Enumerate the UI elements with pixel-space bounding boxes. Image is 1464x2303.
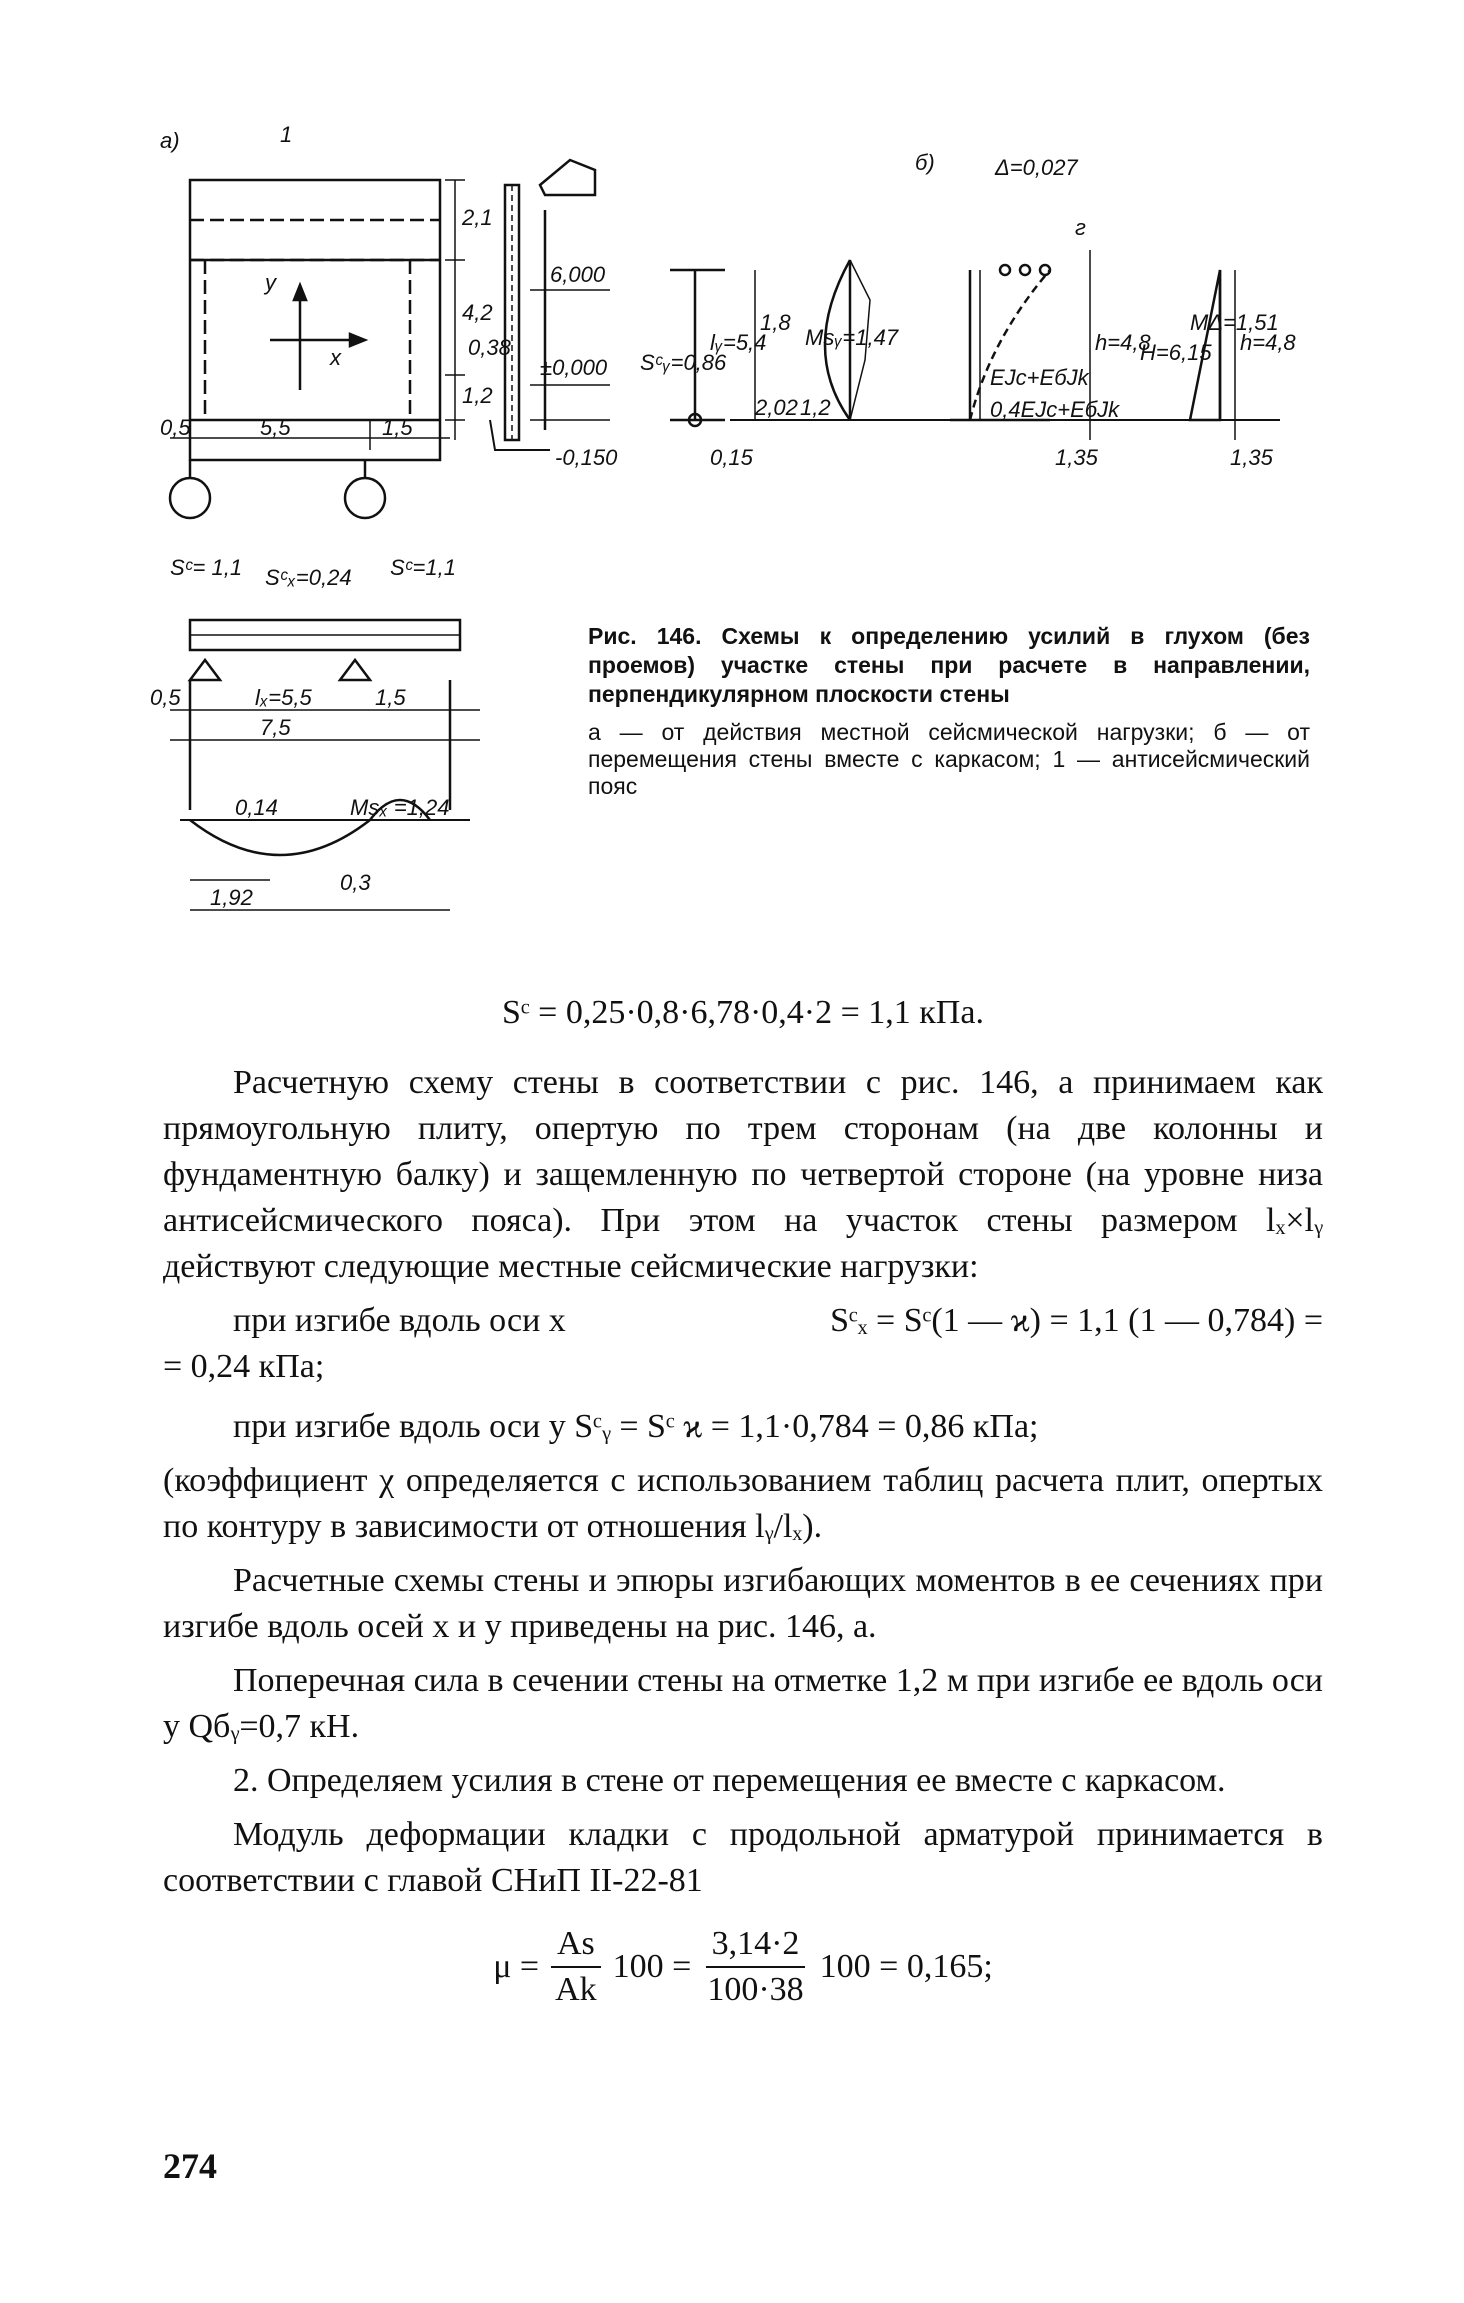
body-text [163, 990, 1323, 2012]
mu-num-2: 3,14·2 [706, 1922, 806, 1968]
dim-21: 2,1 [462, 205, 493, 230]
mu-fraction-1 [549, 1922, 603, 2012]
plan-v014: 0,14 [235, 795, 278, 820]
mu-den-2: 100·38 [707, 1971, 804, 2008]
caption-title: Рис. 146. Схемы к определению усилий в глухом (без проемов) участке стены при расчете в направлении, перпендикулярном плоскости стены [588, 623, 1310, 707]
paragraph-4: Поперечная сила в сечении стены на отметке 1,2 м при изгибе ее вдоль оси y Qбᵧ=0,7 кН. [163, 1662, 1323, 1745]
level-0000: ±0,000 [540, 355, 608, 380]
marker-1: 1 [280, 122, 293, 147]
plan-sc-left: Sᶜ= 1,1 [170, 555, 243, 580]
label-g: г [1075, 215, 1086, 240]
figure-caption [588, 622, 1310, 800]
page-number: 274 [163, 2146, 217, 2186]
dim-55: 5,5 [260, 415, 291, 440]
plan-v03: 0,3 [340, 870, 371, 895]
plan-msx: Msₓ =1,24 [350, 795, 450, 820]
dim-038: 0,38 [468, 335, 511, 360]
plan-d05: 0,5 [150, 685, 181, 710]
dim-15: 1,5 [382, 415, 413, 440]
plan-v192: 1,92 [210, 885, 253, 910]
label-mdelta: MΔ=1,51 [1190, 310, 1279, 335]
plan-scx: Sᶜₓ=0,24 [265, 565, 352, 590]
dim-05: 0,5 [160, 415, 191, 440]
label-stiff1: EJc+EбJk [990, 365, 1089, 390]
mu-num-1: As [551, 1922, 601, 1968]
paragraph-6: Модуль деформации кладки с продольной арматурой принимается в соответствии с главой СНиП II-22-81 [163, 1816, 1323, 1899]
dim-015: 0,15 [710, 445, 753, 470]
level-6000: 6,000 [550, 262, 606, 287]
label-stiff2: 0,4EJc+EбJk [990, 397, 1120, 422]
label-18: 1,8 [760, 310, 791, 335]
label-sy: Sᶜᵧ=0,86 [640, 350, 727, 375]
label-ly: lᵧ=5,4 [710, 330, 767, 355]
dim-42: 4,2 [462, 300, 493, 325]
caption-legend: а — от действия местной сейсмической нагрузки; б — от перемещения стены вместе с каркасом; 1 — антисейсмический пояс [588, 719, 1310, 799]
formula-scy: при изгибе вдоль оси y Sᶜᵧ = Sᶜ ϰ = 1,1·0,784 = 0,86 кПа; [233, 1408, 1039, 1445]
formula-scx-label: при изгибе вдоль оси x [233, 1302, 566, 1339]
panel-a-label: а) [160, 128, 180, 153]
plan-sc-right: Sᶜ=1,1 [390, 555, 456, 580]
dim-12b: 1,2 [800, 395, 831, 420]
mu-mid: 100 = [612, 1948, 692, 1985]
axis-y-label: y [265, 270, 276, 295]
formula-scx-line [163, 1298, 1323, 1344]
label-h48: h=4,8 [1095, 330, 1151, 355]
plan-d15: 1,5 [375, 685, 406, 710]
dim-202: 2,02 [755, 395, 798, 420]
dim-135a: 1,35 [1055, 445, 1098, 470]
paragraph-1: Расчетную схему стены в соответствии с рис. 146, а принимаем как прямоугольную плиту, опертую по трем сторонам (на две колонны и фундаментную балку) и защемленную по четвертой стороне (на уровне низа антисейсмического пояса). При этом на участок стены размером lₓ×lᵧ действуют следующие местные сейсмические нагрузки: [163, 1064, 1323, 1285]
label-delta: Δ=0,027 [995, 155, 1078, 180]
plan-d75: 7,5 [260, 715, 291, 740]
mu-fraction-2 [701, 1922, 809, 2012]
panel-b-label: б) [915, 150, 935, 175]
figure-146 [150, 120, 1300, 940]
formula-mu [163, 1922, 1323, 2012]
axis-x-label: x [330, 345, 341, 370]
paragraph-3: Расчетные схемы стены и эпюры изгибающих моментов в ее сечениях при изгибе вдоль осей x и y приведены на рис. 146, а. [163, 1562, 1323, 1645]
mu-den-1: Ak [555, 1971, 597, 2008]
dim-135b: 1,35 [1230, 445, 1273, 470]
mu-rhs: 100 = 0,165; [819, 1948, 993, 1985]
mu-lhs: μ = [493, 1948, 540, 1985]
label-H615: H=6,15 [1140, 340, 1212, 365]
label-msy: Msᵧ=1,47 [805, 325, 899, 350]
paragraph-2: (коэффициент χ определяется с использованием таблиц расчета плит, опертых по контуру в зависимости от отношения lᵧ/lₓ). [163, 1462, 1323, 1545]
plan-lx: lₓ=5,5 [255, 685, 312, 710]
label-h48b: h=4,8 [1240, 330, 1296, 355]
level-0150: -0,150 [555, 445, 618, 470]
formula-scx-cont: = 0,24 кПа; [163, 1348, 325, 1385]
formula-sc: Sᶜ = 0,25·0,8·6,78·0,4·2 = 1,1 кПа. [502, 994, 984, 1031]
formula-scx-expr: Sᶜₓ = Sᶜ(1 — ϰ) = 1,1 (1 — 0,784) = [830, 1302, 1323, 1339]
dim-12: 1,2 [462, 383, 493, 408]
paragraph-5: 2. Определяем усилия в стене от перемещения ее вместе с каркасом. [233, 1762, 1226, 1799]
